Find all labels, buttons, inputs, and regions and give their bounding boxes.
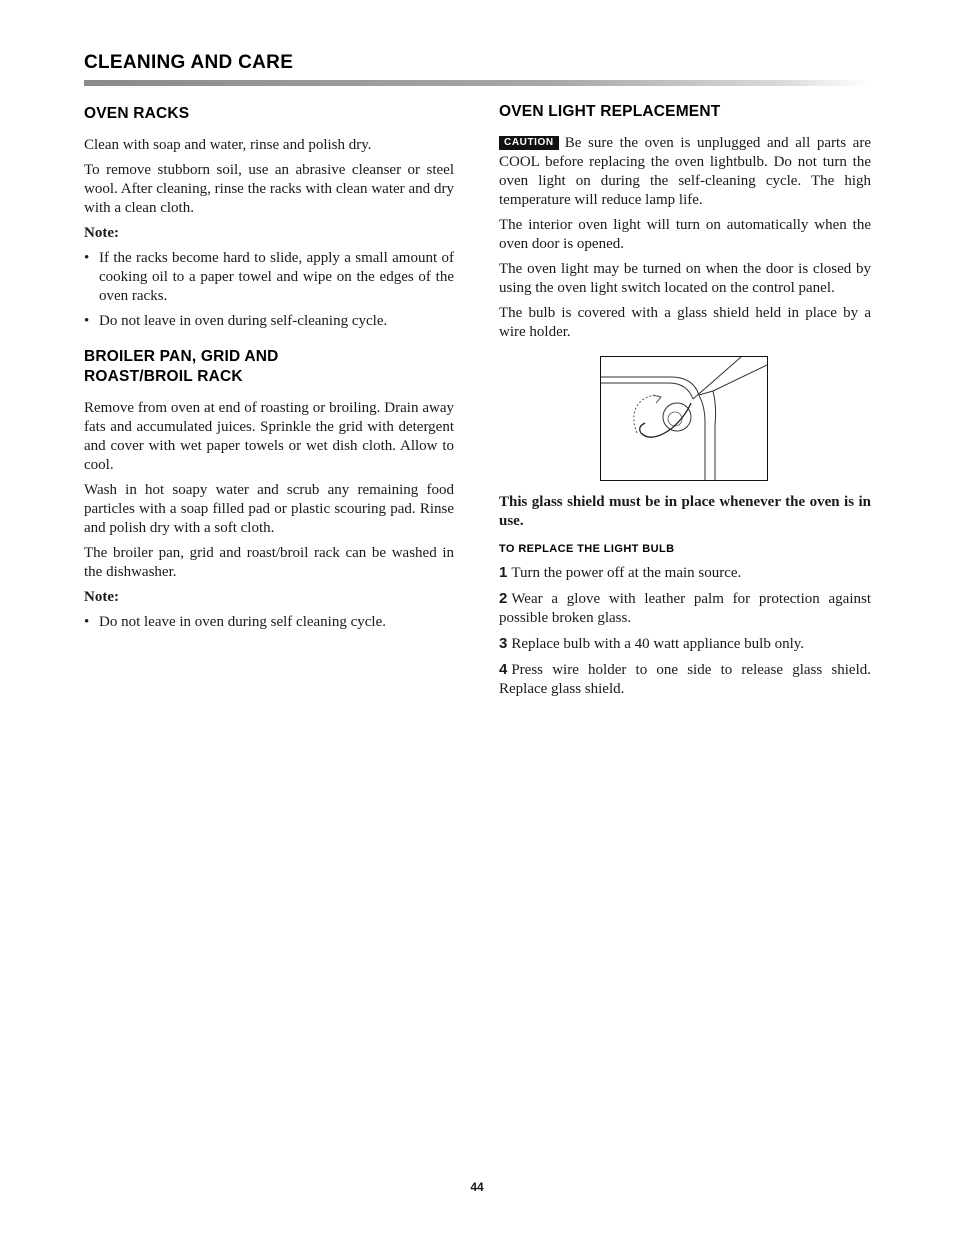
broiler-heading-line-2: ROAST/BROIL RACK <box>84 368 243 385</box>
left-column <box>84 104 454 638</box>
caution-paragraph <box>499 134 871 210</box>
section-heading-oven-racks: OVEN RACKS <box>84 105 190 122</box>
title-divider <box>84 80 870 86</box>
broiler-paragraph-2: Wash in hot soapy water and scrub any remaining food particles with a soap filled pad or plastic scouring pad. Rinse and polish dry with a soft cloth. <box>84 482 454 536</box>
figure-caption: This glass shield must be in place whenever the oven is in use. <box>499 494 871 529</box>
oven-racks-bullet-list <box>84 249 454 331</box>
replace-bulb-subheading: TO REPLACE THE LIGHT BULB <box>499 543 675 555</box>
section-heading-oven-light: OVEN LIGHT REPLACEMENT <box>499 103 721 120</box>
step-text: Turn the power off at the main source. <box>511 565 742 581</box>
broiler-paragraph-1: Remove from oven at end of roasting or broiling. Drain away fats and accumulated juices. Sprinkle the grid with detergent and cover with wet paper towels or wet dish cloth. Allow to cool. <box>84 400 454 473</box>
step-number: 2 <box>499 590 508 607</box>
caution-text: Be sure the oven is unplugged and all parts are COOL before replacing the oven lightbulb. Do not turn the oven light on during the self-cleaning cycle. The high temperature will reduce lamp life. <box>499 135 871 208</box>
step-text: Replace bulb with a 40 watt appliance bulb only. <box>511 636 805 652</box>
bullet-icon: • <box>84 614 90 630</box>
oven-light-paragraph-1: The interior oven light will turn on automatically when the oven door is opened. <box>499 217 871 252</box>
oven-racks-paragraph-2: To remove stubborn soil, use an abrasive cleanser or steel wool. After cleaning, rinse the racks with clean water and dry with a clean cloth. <box>84 162 454 216</box>
step-number: 3 <box>499 635 508 652</box>
page-number: 44 <box>470 1180 484 1194</box>
oven-racks-paragraph-1: Clean with soap and water, rinse and polish dry. <box>84 137 372 153</box>
oven-light-paragraph-2: The oven light may be turned on when the door is closed by using the oven light switch located on the control panel. <box>499 261 871 296</box>
step-item <box>499 563 871 583</box>
step-text: Wear a glove with leather palm for protection against possible broken glass. <box>499 591 871 626</box>
caution-badge: CAUTION <box>499 136 559 150</box>
list-item <box>84 613 454 632</box>
oven-light-shield-drawing <box>601 357 767 480</box>
page-title: CLEANING AND CARE <box>84 52 294 73</box>
list-item-text: If the racks become hard to slide, apply a small amount of cooking oil to a paper towel and wipe on the edges of the oven racks. <box>99 250 454 304</box>
oven-light-paragraph-3: The bulb is covered with a glass shield held in place by a wire holder. <box>499 305 871 340</box>
bullet-icon: • <box>84 313 90 329</box>
right-column <box>499 102 871 705</box>
step-item <box>499 660 871 699</box>
step-item <box>499 589 871 628</box>
step-item <box>499 634 871 654</box>
broiler-heading-line-1: BROILER PAN, GRID AND <box>84 348 279 365</box>
light-shield-illustration <box>600 356 768 481</box>
list-item <box>84 312 454 331</box>
list-item-text: Do not leave in oven during self-cleaning cycle. <box>99 313 388 329</box>
broiler-bullet-list <box>84 613 454 632</box>
section-heading-broiler <box>84 347 454 387</box>
bullet-icon: • <box>84 250 90 266</box>
list-item <box>84 249 454 306</box>
step-text: Press wire holder to one side to release glass shield. Replace glass shield. <box>499 662 871 697</box>
broiler-paragraph-3: The broiler pan, grid and roast/broil rack can be washed in the dishwasher. <box>84 545 454 580</box>
list-item-text: Do not leave in oven during self cleaning cycle. <box>99 614 386 630</box>
step-number: 4 <box>499 661 508 678</box>
step-number: 1 <box>499 564 508 581</box>
broiler-note-label: Note: <box>84 589 119 605</box>
oven-racks-note-label: Note: <box>84 225 119 241</box>
